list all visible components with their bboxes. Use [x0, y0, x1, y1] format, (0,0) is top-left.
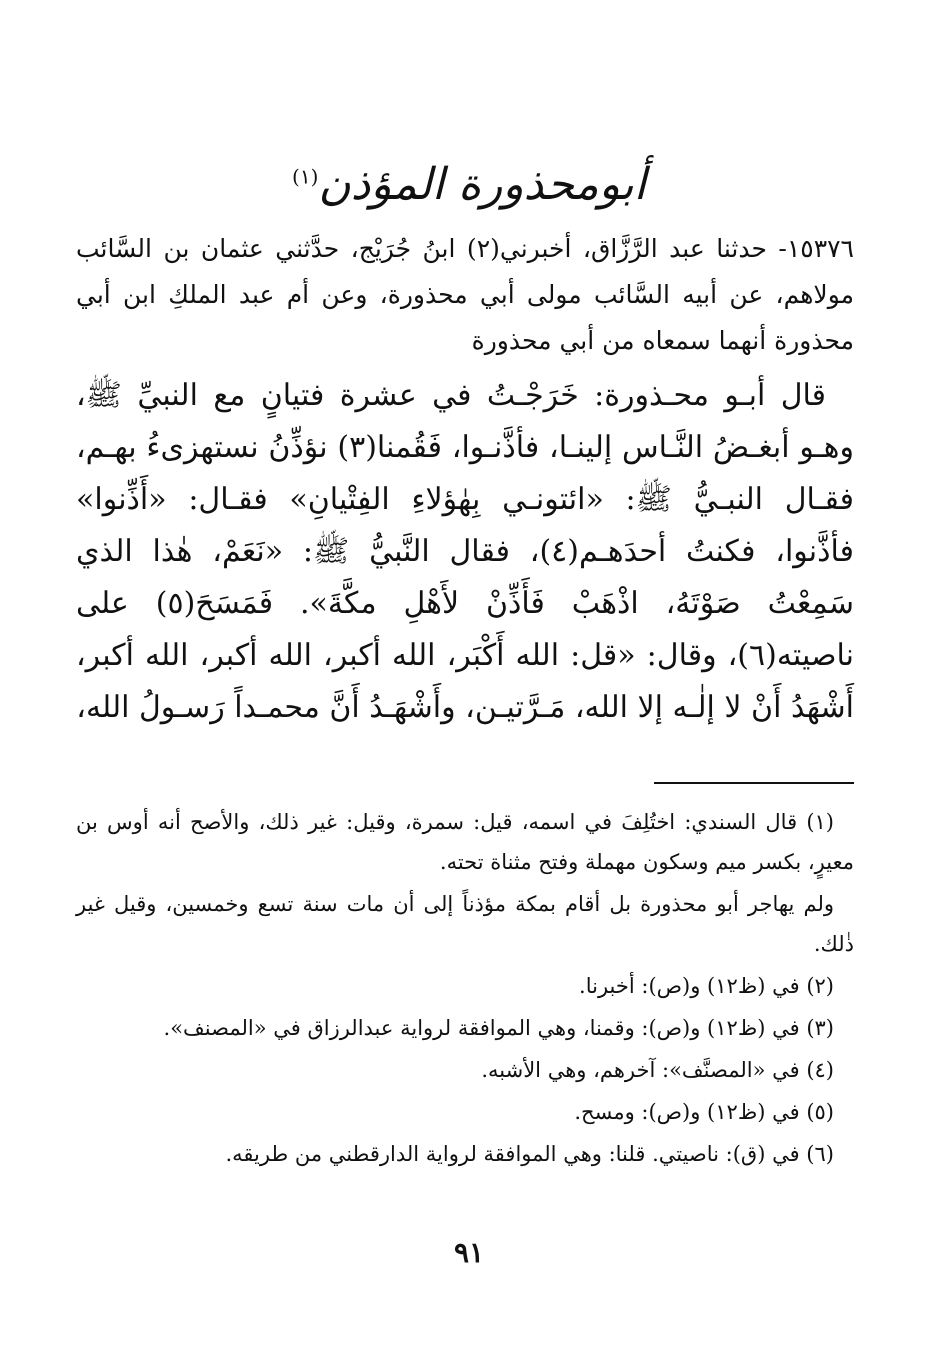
isnad-text: ١٥٣٧٦- حدثنا عبد الرَّزَّاق، أخبرني(٢) ابنُ جُرَيْج، حدَّثني عثمان بن السَّائب مولاهم، عن أبيه السَّائب مولى أبي محذورة، وعن أم عبد الملكِ ابن أبي محذورة أنهما سمعاه من أبي محذورة	[76, 234, 854, 355]
footnote: (٢) في (ظ١٢) و(ص): أخبرنا.	[579, 974, 834, 998]
page-number: ٩١	[453, 1236, 485, 1269]
hadith-matn	[76, 370, 854, 734]
chapter-title-note-ref: (١)	[292, 164, 319, 189]
footnote: (١) قال السندي: اختُلِفَ في اسمه، قيل: سمرة، وقيل: غير ذلك، والأصح أنه أوس بن معيرٍ، بكسر ميم وسكون مهملة وفتح مثناة تحته.	[76, 810, 854, 874]
footnote: (٥) في (ظ١٢) و(ص): ومسح.	[574, 1100, 834, 1124]
footnote: (٤) في «المصنَّف»: آخرهم، وهي الأشبه.	[481, 1058, 834, 1082]
chapter-title	[0, 140, 938, 230]
footnotes	[76, 802, 854, 1176]
footnote-divider	[654, 782, 854, 784]
matn-text: قال أبـو محـذورة: خَرَجْـتُ في عشرة فتيانٍ مع النبيِّ ﷺ، وهـو أبغـضُ النَّـاس إلينـا، فأذَّنـوا، فَقُمنا(٣) نؤذِّنُ نستهزىءُ بهـم، فقـال النبـيُّ ﷺ: «ائتونـي بِهٰؤلاءِ الفِتْيانِ» فقـال: «أَذِّنوا» فأذَّنوا، فكنتُ أحدَهـم(٤)، فقال النَّبيُّ ﷺ: «نَعَمْ، هٰذا الذي سَمِعْتُ صَوْتَهُ، اذْهَبْ فَأَذِّنْ لأَهْلِ مكَّةَ». فَمَسَحَ(٥) على ناصيته(٦)، وقال: «قل: الله أَكْبَر، الله أكبر، الله أكبر، الله أكبر، أَشْهَدُ أَنْ لا إلٰـه إلا الله، مَـرَّتيـن، وأَشْهَـدُ أَنَّ محمـداً رَسـولُ الله،	[76, 378, 855, 725]
chapter-title-text: أبومحذورة المؤذن	[318, 159, 646, 210]
footnote: (٣) في (ظ١٢) و(ص): وقمنا، وهي الموافقة لرواية عبدالرزاق في «المصنف».	[163, 1016, 834, 1040]
hadith-isnad	[76, 226, 854, 364]
footnote: (٦) في (ق): ناصيتي. قلنا: وهي الموافقة لرواية الدارقطني من طريقه.	[225, 1142, 834, 1166]
footnote: ولم يهاجر أبو محذورة بل أقام بمكة مؤذناً إلى أن مات سنة تسع وخمسين، وقيل غير ذٰلك.	[76, 892, 854, 956]
